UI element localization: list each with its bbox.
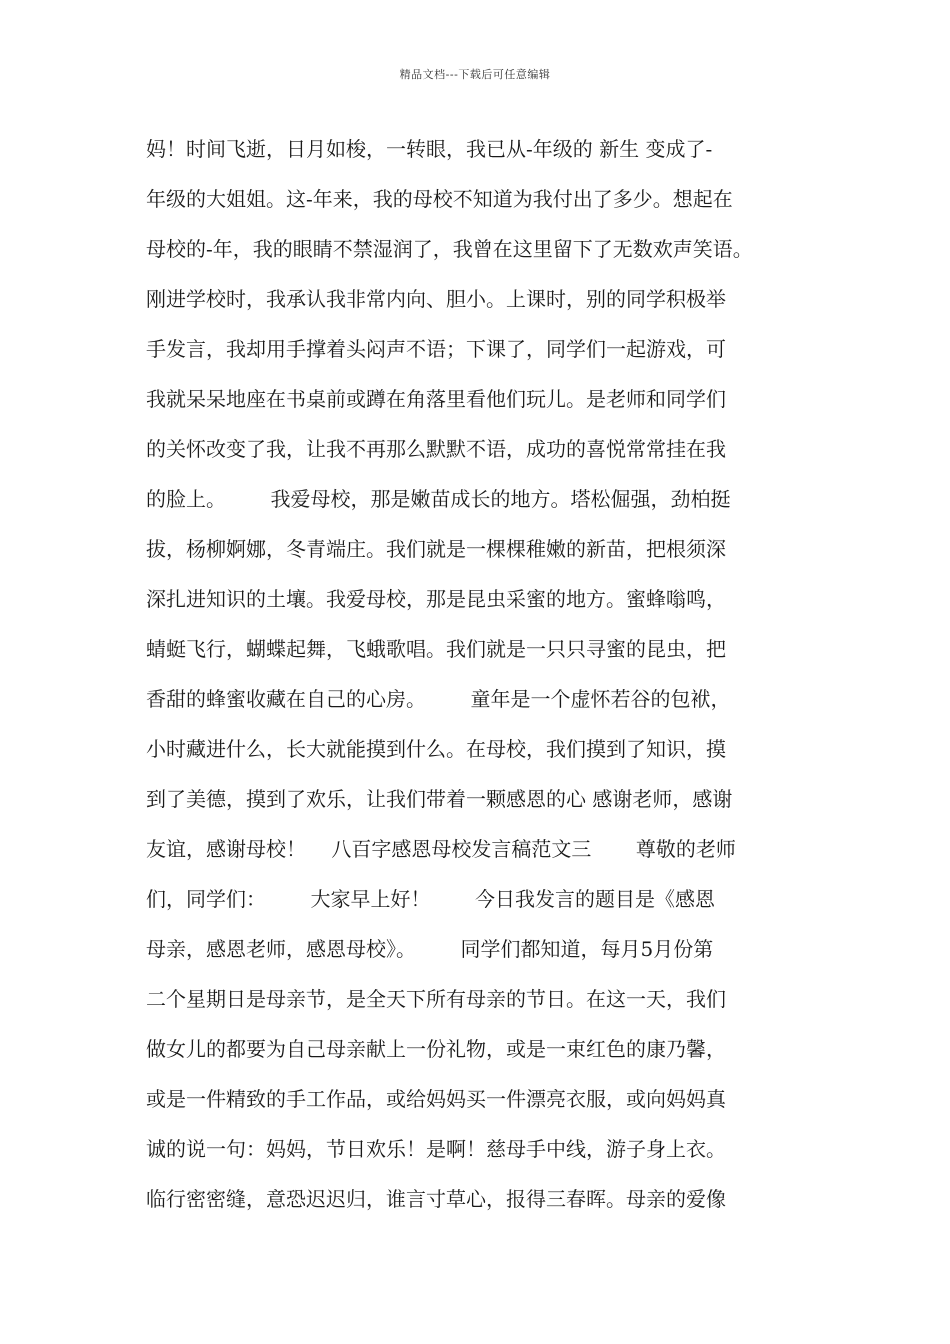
text-line: 友谊，感谢母校！ 八百字感恩母校发言稿范文三 尊敬的老师 [146, 837, 736, 861]
text-line: 或是一件精致的手工作品，或给妈妈买一件漂亮衣服，或向妈妈真 [146, 1087, 726, 1111]
text-line: 刚进学校时，我承认我非常内向、胆小。上课时，别的同学积极举 [146, 287, 726, 311]
text-line: 香甜的蜂蜜收藏在自己的心房。 童年是一个虚怀若谷的包袱， [146, 687, 731, 711]
text-line: 们，同学们： 大家早上好！ 今日我发言的题目是《感恩 [146, 887, 716, 911]
text-line: 手发言，我却用手撑着头闷声不语；下课了，同学们一起游戏，可 [146, 337, 726, 361]
text-line: 的关怀改变了我，让我不再那么默默不语，成功的喜悦常常挂在我 [146, 437, 726, 461]
text-line: 母校的-年，我的眼睛不禁湿润了，我曾在这里留下了无数欢声笑语。 [146, 237, 753, 261]
text-line: 深扎进知识的土壤。我爱母校，那是昆虫采蜜的地方。蜜蜂嗡鸣， [146, 587, 726, 611]
text-line: 母亲，感恩老师，感恩母校》。 同学们都知道，每月5月份第 [146, 937, 714, 961]
text-line: 诚的说一句：妈妈，节日欢乐！是啊！慈母手中线，游子身上衣。 [146, 1137, 726, 1161]
text-line: 做女儿的都要为自己母亲献上一份礼物，或是一束红色的康乃馨， [146, 1037, 726, 1061]
text-line: 蜻蜓飞行，蝴蝶起舞，飞蛾歌唱。我们就是一只只寻蜜的昆虫，把 [146, 637, 726, 661]
text-line: 妈！时间飞逝，日月如梭，一转眼，我已从-年级的 新生 变成了- [146, 137, 713, 161]
text-line: 二个星期日是母亲节，是全天下所有母亲的节日。在这一天，我们 [146, 987, 726, 1011]
page-header: 精品文档---下载后可任意编辑 [399, 68, 551, 81]
text-line: 拔，杨柳婀娜，冬青端庄。我们就是一棵棵稚嫩的新苗，把根须深 [146, 537, 726, 561]
text-line: 临行密密缝，意恐迟迟归，谁言寸草心，报得三春晖。母亲的爱像 [146, 1187, 726, 1211]
text-line: 到了美德，摸到了欢乐，让我们带着一颗感恩的心 感谢老师，感谢 [146, 787, 733, 811]
text-line: 小时藏进什么，长大就能摸到什么。在母校，我们摸到了知识，摸 [146, 737, 726, 761]
text-line: 的脸上。 我爱母校，那是嫩苗成长的地方。塔松倔强，劲柏挺 [146, 487, 731, 511]
document-body [146, 124, 826, 1224]
text-line: 年级的大姐姐。这-年来，我的母校不知道为我付出了多少。想起在 [146, 187, 733, 211]
text-line: 我就呆呆地座在书桌前或蹲在角落里看他们玩儿。是老师和同学们 [146, 387, 726, 411]
